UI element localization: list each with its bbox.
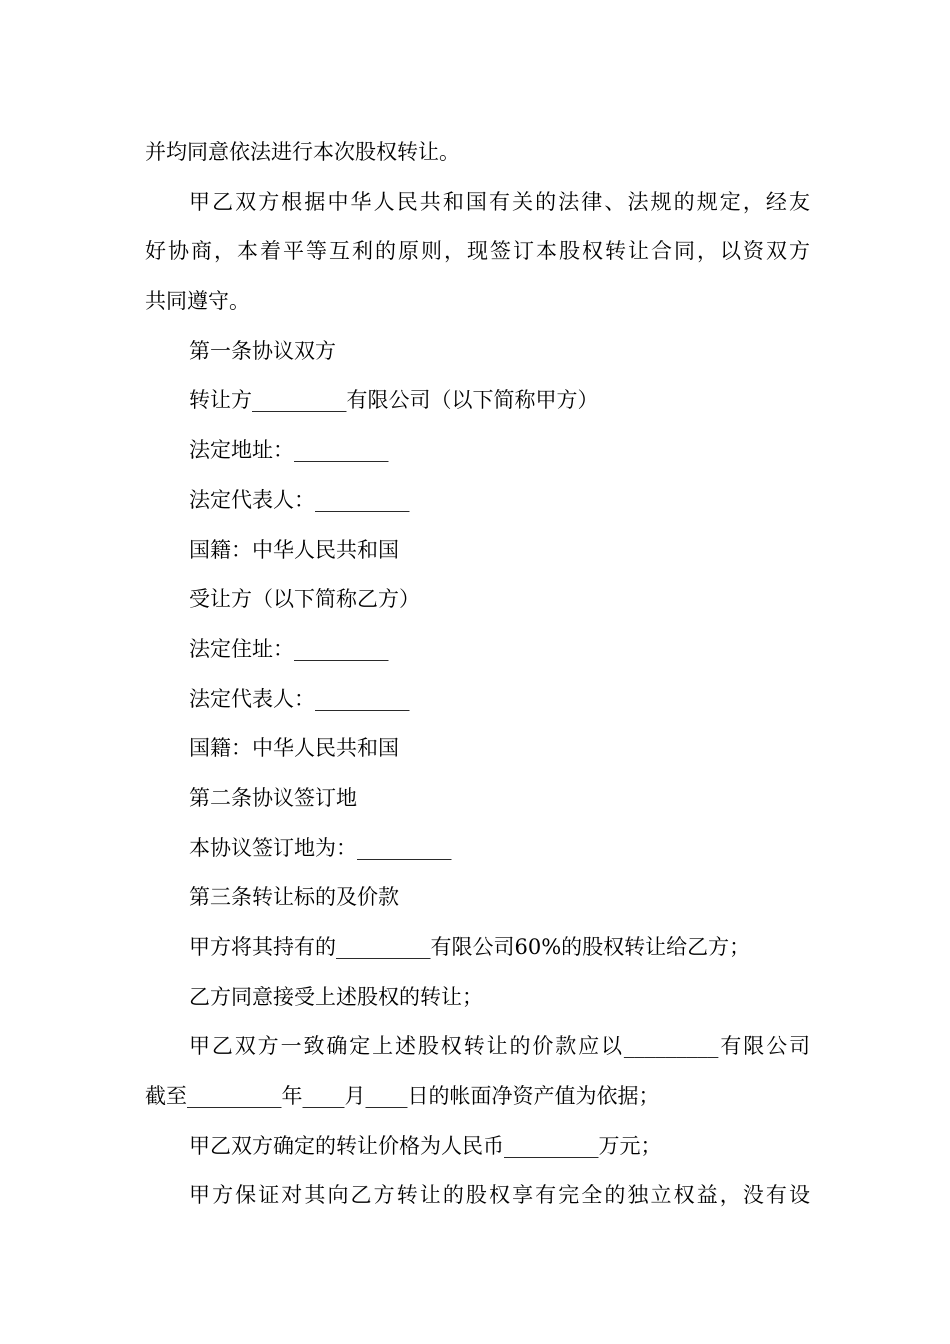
text-line: 国籍：中华人民共和国 [189, 537, 399, 562]
text-line: 共同遵守。 [145, 289, 250, 314]
text-line: 甲乙双方确定的转让价格为人民币_________万元； [189, 1133, 662, 1158]
text-line: 甲方保证对其向乙方转让的股权享有完全的独立权益，没有设 [189, 1183, 810, 1208]
text-line: 甲方将其持有的_________有限公司60%的股权转让给乙方； [189, 935, 751, 959]
text-line: 法定地址：_________ [189, 438, 389, 463]
text-line: 法定住址：_________ [189, 636, 389, 661]
text-line: 本协议签订地为：_________ [189, 835, 452, 860]
text-line: 并均同意依法进行本次股权转让。 [145, 140, 460, 164]
text-line: 甲乙双方一致确定上述股权转让的价款应以_________有限公司 [189, 1034, 810, 1059]
text-line: 截至_________年____月____日的帐面净资产值为依据； [145, 1084, 660, 1109]
text-line: 受让方（以下简称乙方） [189, 587, 420, 612]
text-line: 国籍：中华人民共和国 [189, 736, 399, 761]
text-line: 第一条协议双方 [189, 338, 336, 363]
text-line: 第三条转让标的及价款 [189, 885, 399, 910]
text-line: 第二条协议签订地 [189, 785, 357, 810]
text-line: 法定代表人：_________ [189, 686, 410, 711]
text-line: 转让方_________有限公司（以下简称甲方） [189, 388, 599, 413]
text-line: 甲乙双方根据中华人民共和国有关的法律、法规的规定，经友 [189, 189, 810, 214]
text-line: 法定代表人：_________ [189, 487, 410, 512]
contract-body [145, 128, 810, 1221]
text-line: 好协商，本着平等互利的原则，现签订本股权转让合同，以资双方 [145, 239, 810, 264]
text-line: 乙方同意接受上述股权的转让； [189, 984, 483, 1009]
